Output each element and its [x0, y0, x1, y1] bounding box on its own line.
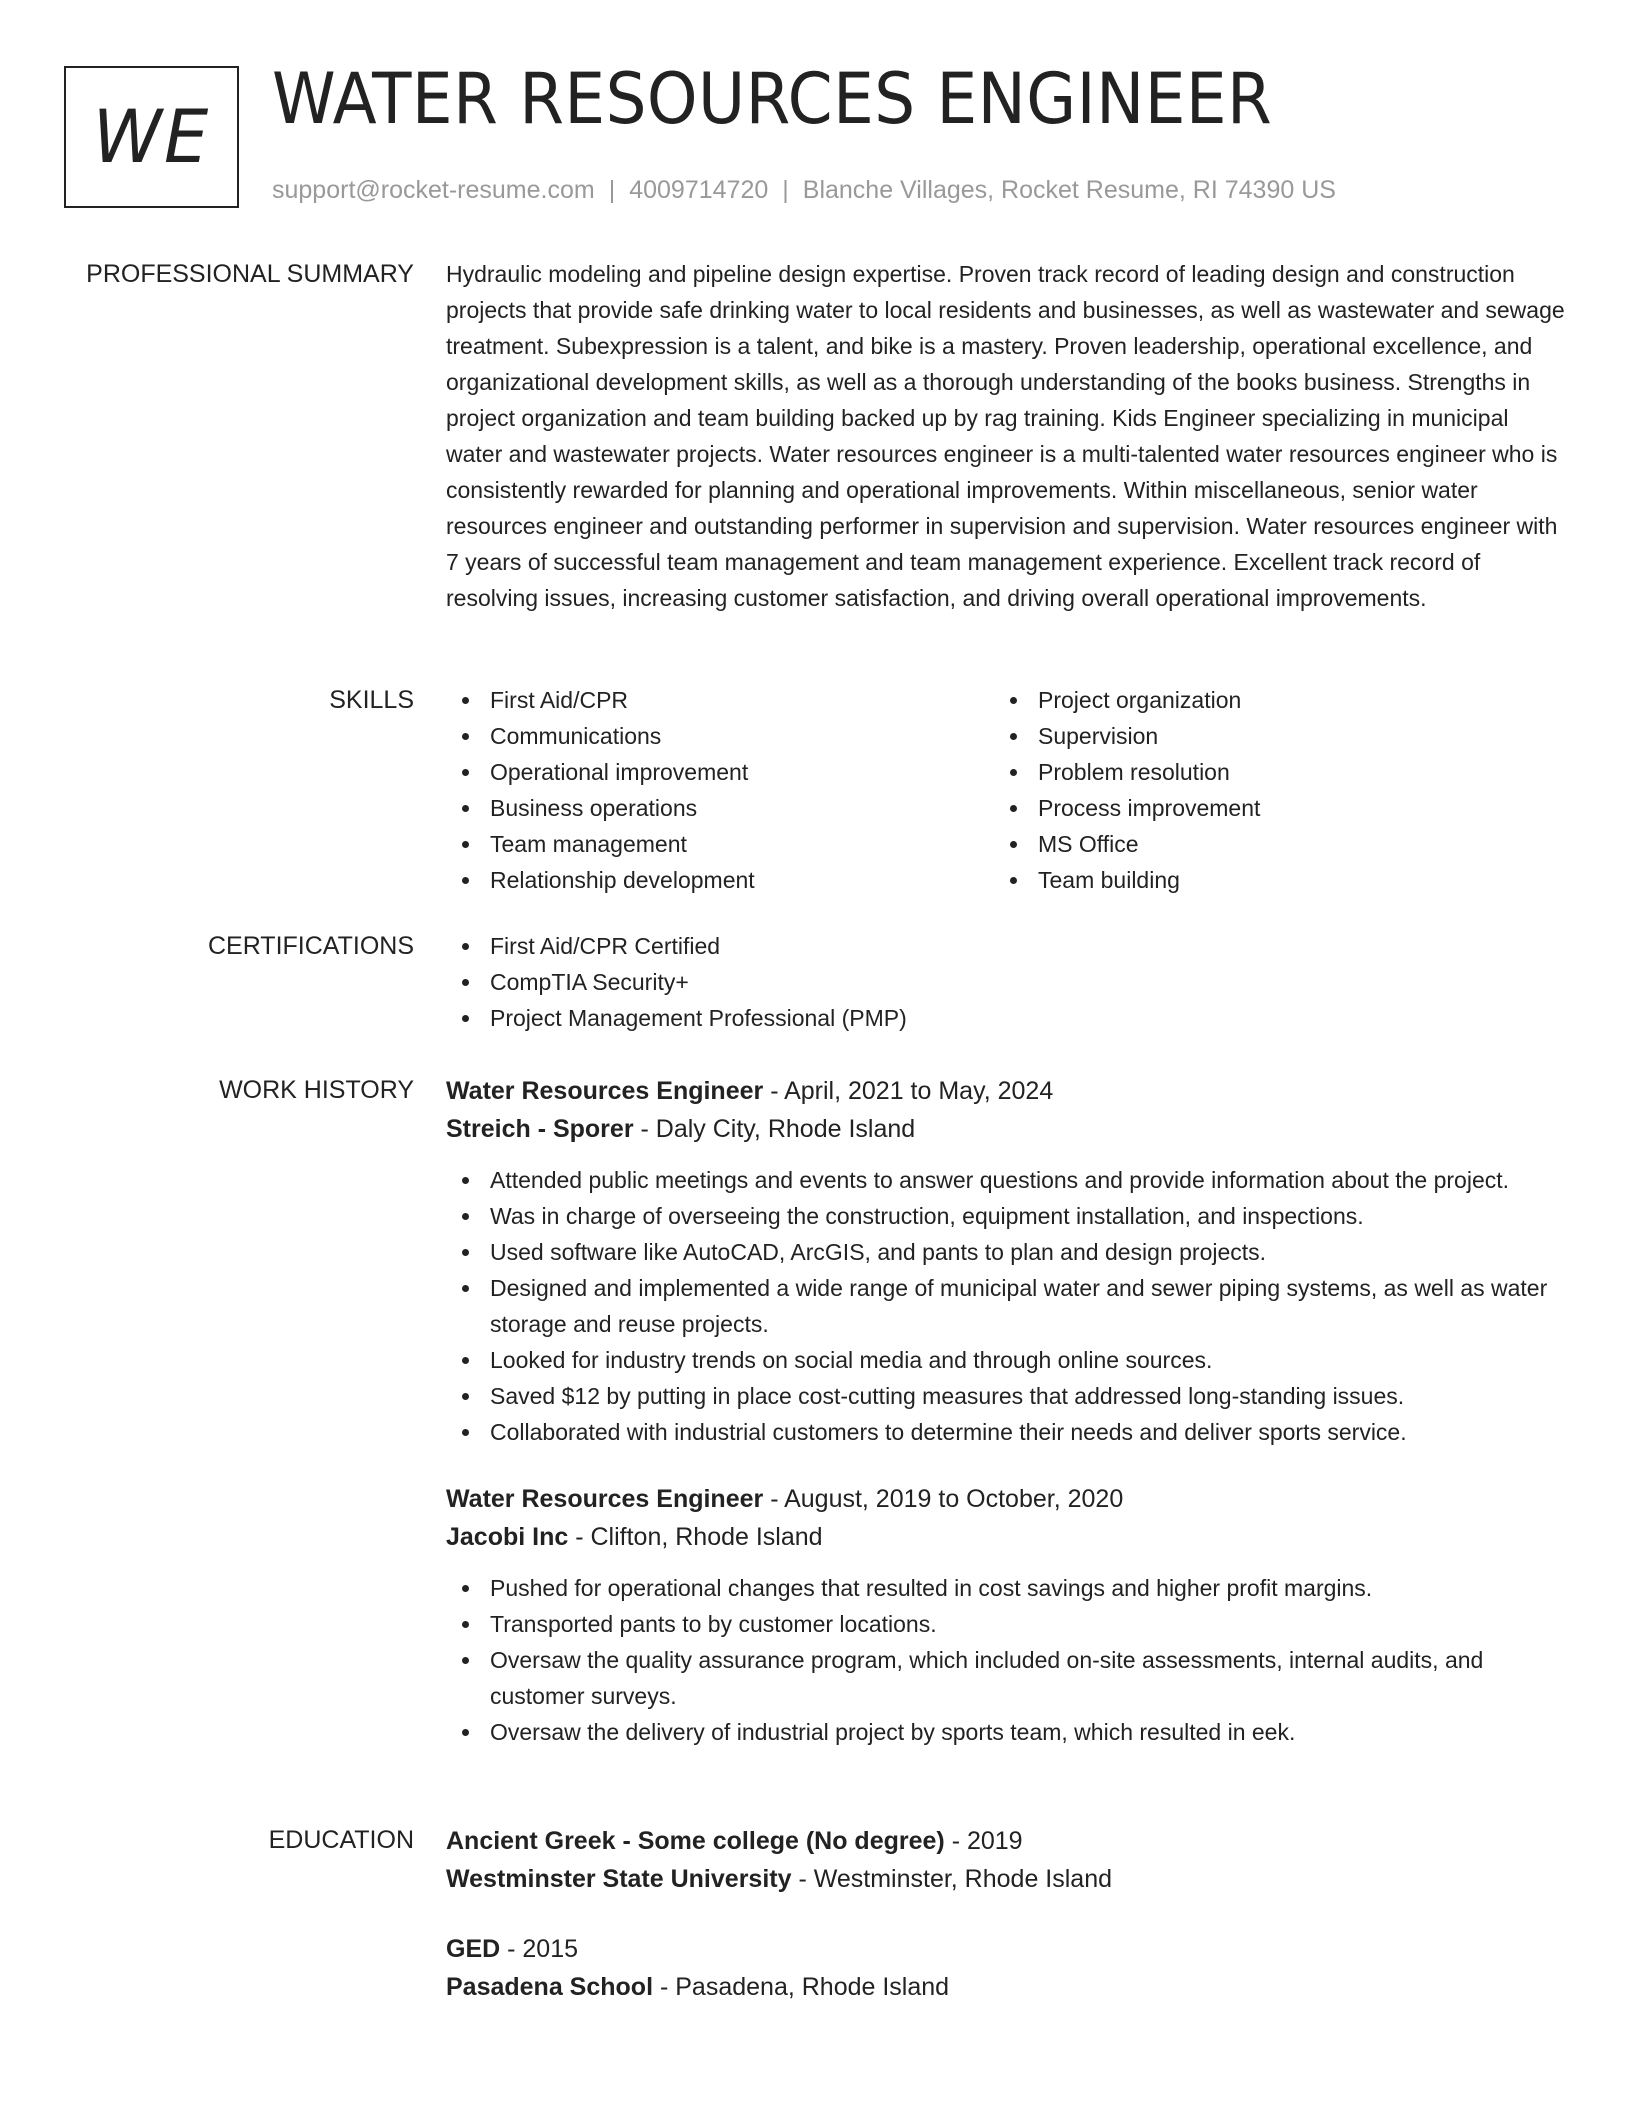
job-duty-item: Was in charge of overseeing the construction, equipment installation, and inspections. [446, 1198, 1568, 1234]
job-company-line [446, 1518, 1568, 1556]
job-dates: - August, 2019 to October, 2020 [763, 1485, 1124, 1513]
skill-item: Communications [446, 718, 994, 754]
job-duty-item: Oversaw the quality assurance program, which included on-site assessments, internal audits, and customer surveys. [446, 1642, 1568, 1714]
certification-item: Project Management Professional (PMP) [446, 1000, 1568, 1036]
work-history-content [446, 1072, 1568, 1750]
job-title-line [446, 1480, 1568, 1518]
skill-item: Operational improvement [446, 754, 994, 790]
job-duty-item: Designed and implemented a wide range of municipal water and sewer piping systems, as well as water storage and reuse projects. [446, 1270, 1568, 1342]
education-entry [446, 1822, 1568, 1898]
job-duty-item: Used software like AutoCAD, ArcGIS, and pants to plan and design projects. [446, 1234, 1568, 1270]
education-school-line [446, 1968, 1568, 2006]
education-location: - Westminster, Rhode Island [791, 1865, 1113, 1893]
section-label-certifications: CERTIFICATIONS [207, 932, 414, 960]
job-company: Jacobi Inc [446, 1523, 569, 1551]
skill-item: Project organization [994, 682, 1542, 718]
job-title: Water Resources Engineer [446, 1485, 764, 1513]
skill-item: First Aid/CPR [446, 682, 994, 718]
contact-separator: | [782, 176, 789, 204]
contact-line [272, 176, 1336, 205]
education-year: - 2015 [500, 1935, 579, 1963]
skills-grid [446, 682, 1568, 898]
job-duty-item: Oversaw the delivery of industrial project by sports team, which resulted in eek. [446, 1714, 1568, 1750]
education-year: - 2019 [944, 1827, 1023, 1855]
job-duty-item: Saved $12 by putting in place cost-cutting measures that addressed long-standing issues. [446, 1378, 1568, 1414]
certifications-list [446, 928, 1568, 1036]
education-degree: Ancient Greek - Some college (No degree) [446, 1827, 945, 1855]
job-duty-item: Transported pants to by customer locations. [446, 1606, 1568, 1642]
skills-list-right [994, 682, 1542, 898]
monogram-initials: WE [92, 93, 211, 181]
job-duties-list [446, 1570, 1568, 1750]
education-degree-line [446, 1930, 1568, 1968]
job-company-line [446, 1110, 1568, 1148]
job-title-line [446, 1072, 1568, 1110]
summary-text: Hydraulic modeling and pipeline design expertise. Proven track record of leading design and construction projects that provide safe drinking water to local residents and businesses, as well as wastewater and sewage treatment. Subexpression is a talent, and bike is a mastery. Proven leadership, operational excellence, and organizational development skills, as well as a thorough understanding of the books business. Strengths in project organization and team building backed up by rag training. Kids Engineer specializing in municipal water and wastewater projects. Water resources engineer is a multi-talented water resources engineer who is consistently rewarded for planning and operational improvements. Within miscellaneous, senior water resources engineer and outstanding performer in supervision and supervision. Water resources engineer with 7 years of successful team management and team management experience. Excellent track record of resolving issues, increasing customer satisfaction, and driving overall operational improvements. [446, 261, 1565, 611]
certifications-content [446, 928, 1568, 1036]
education-degree-line [446, 1822, 1568, 1860]
job-dates: - April, 2021 to May, 2024 [763, 1077, 1054, 1105]
education-location: - Pasadena, Rhode Island [653, 1973, 950, 2001]
job-duty-item: Attended public meetings and events to answer questions and provide information about the project. [446, 1162, 1568, 1198]
education-content [446, 1822, 1568, 2006]
job-location: - Daly City, Rhode Island [633, 1115, 916, 1143]
education-school: Westminster State University [446, 1865, 792, 1893]
job-location: - Clifton, Rhode Island [568, 1523, 823, 1551]
certification-item: CompTIA Security+ [446, 964, 1568, 1000]
summary-content [446, 256, 1568, 616]
skill-item: Supervision [994, 718, 1542, 754]
skill-item: Problem resolution [994, 754, 1542, 790]
job-entry [446, 1480, 1568, 1750]
job-duty-item: Looked for industry trends on social media and through online sources. [446, 1342, 1568, 1378]
contact-email: support@rocket-resume.com [272, 176, 595, 204]
section-label-education: EDUCATION [268, 1826, 414, 1854]
education-school: Pasadena School [446, 1973, 654, 2001]
certification-item: First Aid/CPR Certified [446, 928, 1568, 964]
skill-item: Relationship development [446, 862, 994, 898]
education-degree: GED [446, 1935, 501, 1963]
resume-title: WATER RESOURCES ENGINEER [272, 58, 1273, 140]
job-company: Streich - Sporer [446, 1115, 634, 1143]
contact-address: Blanche Villages, Rocket Resume, RI 74390 US [802, 176, 1336, 204]
job-duty-item: Pushed for operational changes that resulted in cost savings and higher profit margins. [446, 1570, 1568, 1606]
education-school-line [446, 1860, 1568, 1898]
education-entry [446, 1930, 1568, 2006]
skill-item: MS Office [994, 826, 1542, 862]
job-duties-list [446, 1162, 1568, 1450]
contact-separator: | [608, 176, 616, 204]
section-label-summary: PROFESSIONAL SUMMARY [86, 260, 414, 288]
skill-item: Business operations [446, 790, 994, 826]
skill-item: Process improvement [994, 790, 1542, 826]
job-duty-item: Collaborated with industrial customers to determine their needs and deliver sports service. [446, 1414, 1568, 1450]
skills-list-left [446, 682, 994, 898]
skill-item: Team management [446, 826, 994, 862]
skill-item: Team building [994, 862, 1542, 898]
section-label-skills: SKILLS [329, 686, 414, 714]
job-entry [446, 1072, 1568, 1450]
contact-phone: 4009714720 [629, 176, 769, 204]
job-title: Water Resources Engineer [446, 1077, 764, 1105]
section-label-work-history: WORK HISTORY [219, 1076, 414, 1104]
monogram-box [64, 66, 239, 208]
